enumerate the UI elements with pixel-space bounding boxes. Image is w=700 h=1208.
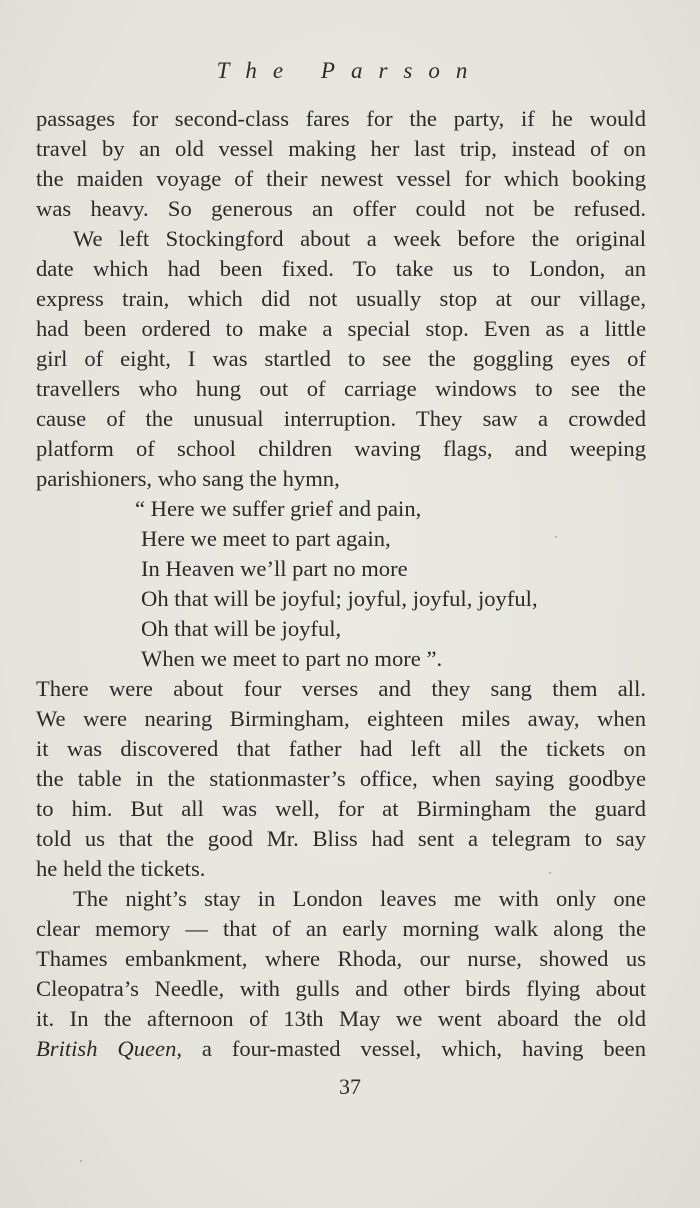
text-line: he held the tickets. xyxy=(36,856,206,881)
text-line: it. In the afternoon of 13th May we went aboard the old xyxy=(36,1006,646,1031)
text-line: parishioners, who sang the hymn, xyxy=(36,466,340,491)
ship-name: British Queen, xyxy=(36,1036,183,1061)
page-number: 37 xyxy=(339,1074,361,1099)
text-line: girl of eight, I was startled to see the goggling eyes of xyxy=(36,346,646,371)
text-line: We were nearing Birmingham, eighteen miles away, when xyxy=(36,706,646,731)
text-line: express train, which did not usually stop at our village, xyxy=(36,286,646,311)
running-head: The Parson xyxy=(216,58,484,83)
text-line: had been ordered to make a special stop. Even as a little xyxy=(36,316,646,341)
text-line: the table in the stationmaster’s office, when saying goodbye xyxy=(36,766,646,791)
text-line: the maiden voyage of their newest vessel for which booking xyxy=(36,166,646,191)
text-line: told us that the good Mr. Bliss had sent a telegram to say xyxy=(36,826,646,851)
text-line: date which had been fixed. To take us to London, an xyxy=(36,256,646,281)
text-line xyxy=(36,1034,646,1064)
body-text xyxy=(36,104,646,1064)
paper-speck xyxy=(80,1160,82,1162)
text-line: passages for second-class fares for the party, if he would xyxy=(36,106,646,131)
hymn-line: Here we meet to part again, xyxy=(141,526,391,551)
hymn-line: When we meet to part no more ”. xyxy=(141,646,443,671)
text-line: Cleopatra’s Needle, with gulls and other birds flying about xyxy=(36,976,646,1001)
text-line: Thames embankment, where Rhoda, our nurse, showed us xyxy=(36,946,646,971)
text-line: platform of school children waving flags, and weeping xyxy=(36,436,646,461)
text-line-rest: a four-masted vessel, which, having been xyxy=(182,1036,646,1061)
text-line: was heavy. So generous an offer could not be refused. xyxy=(36,196,646,221)
text-line: cause of the unusual interruption. They saw a crowded xyxy=(36,406,646,431)
text-line: We left Stockingford about a week before the original xyxy=(73,226,646,251)
text-line: travel by an old vessel making her last trip, instead of on xyxy=(36,136,646,161)
text-line: The night’s stay in London leaves me with only one xyxy=(73,886,646,911)
paper-speck xyxy=(549,872,551,874)
text-line: There were about four verses and they sang them all. xyxy=(36,676,646,701)
paper-speck xyxy=(555,536,557,538)
hymn-line: In Heaven we’ll part no more xyxy=(141,556,408,581)
hymn-line: “ Here we suffer grief and pain, xyxy=(135,496,422,521)
text-line: travellers who hung out of carriage windows to see the xyxy=(36,376,646,401)
text-line: to him. But all was well, for at Birmingham the guard xyxy=(36,796,646,821)
text-line: clear memory — that of an early morning walk along the xyxy=(36,916,646,941)
hymn-line: Oh that will be joyful, xyxy=(141,616,342,641)
hymn-line: Oh that will be joyful; joyful, joyful, joyful, xyxy=(141,586,538,611)
text-line: it was discovered that father had left all the tickets on xyxy=(36,736,646,761)
